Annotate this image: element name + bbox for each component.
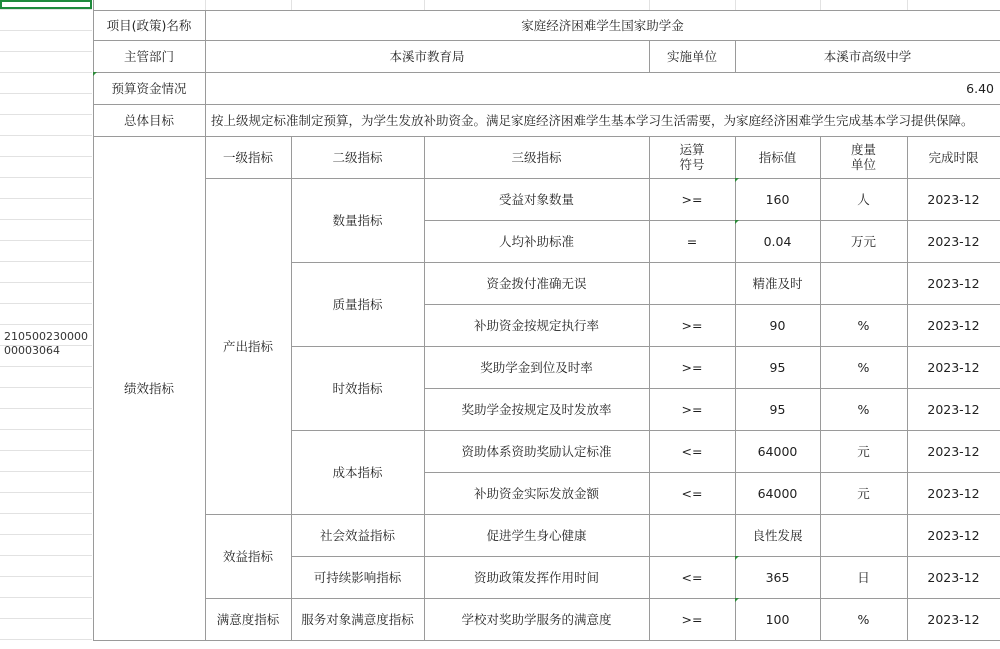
unit-cell[interactable] [820,514,907,556]
level3-name[interactable]: 资金拨付准确无误 [486,275,587,291]
operator-cell[interactable]: >= [681,401,703,417]
deadline-cell[interactable]: 2023-12 [927,191,980,207]
value-cell[interactable]: 精准及时 [752,275,803,291]
deadline-cell[interactable]: 2023-12 [927,611,980,627]
selected-cell-indicator [0,0,92,9]
level2-service[interactable]: 服务对象满意度指标 [301,611,414,627]
level3-name[interactable]: 受益对象数量 [498,191,574,207]
col-unit[interactable]: 度量 单位 [850,142,876,172]
cell-comment-mark [735,178,739,182]
level3-name[interactable]: 人均补助标准 [498,233,574,249]
budget-value[interactable]: 6.40 [966,80,994,96]
unit-cell[interactable]: % [857,401,870,417]
value-cell[interactable]: 95 [769,359,786,375]
level2-social[interactable]: 社会效益指标 [319,527,395,543]
value-cell[interactable]: 0.04 [763,233,792,249]
level3-name[interactable]: 资助政策发挥作用时间 [473,569,599,585]
level1-output[interactable]: 产出指标 [222,338,273,354]
goal-value[interactable]: 按上级规定标准制定预算，为学生发放补助资金。满足家庭经济困难学生基本学习生活需要，为家庭经济困难学生完成基本学习提供保障。 [211,112,974,128]
cell-comment-mark [735,220,739,224]
deadline-cell[interactable]: 2023-12 [927,569,980,585]
level2-quantity[interactable]: 数量指标 [332,212,383,228]
cell-comment-mark [735,556,739,560]
unit-cell[interactable]: % [857,359,870,375]
value-cell[interactable]: 64000 [757,443,798,459]
operator-cell[interactable]: = [686,233,698,249]
level1-satisfaction[interactable]: 满意度指标 [216,611,280,627]
deadline-cell[interactable]: 2023-12 [927,317,980,333]
unit-cell[interactable]: 人 [857,191,870,207]
unit-cell[interactable]: 元 [857,485,870,501]
value-cell[interactable]: 90 [769,317,786,333]
value-cell[interactable]: 64000 [757,485,798,501]
perf-indicator-label[interactable]: 绩效指标 [123,380,174,396]
value-cell[interactable]: 95 [769,401,786,417]
cell-comment-mark [93,72,97,76]
unit-cell[interactable] [820,262,907,304]
operator-cell[interactable]: <= [681,485,703,501]
deadline-cell[interactable]: 2023-12 [927,443,980,459]
level3-name[interactable]: 学校对奖助学服务的满意度 [461,611,612,627]
value-cell[interactable]: 365 [765,569,790,585]
level2-quality[interactable]: 质量指标 [332,296,383,312]
operator-cell[interactable]: >= [681,317,703,333]
col-operator[interactable]: 运算 符号 [679,142,705,172]
project-name-value[interactable]: 家庭经济困难学生国家助学金 [521,17,684,33]
level2-cost[interactable]: 成本指标 [332,464,383,480]
col-level2[interactable]: 二级指标 [332,149,383,165]
level1-benefit[interactable]: 效益指标 [222,548,273,564]
cell-comment-mark [735,598,739,602]
unit-cell[interactable]: % [857,317,870,333]
level3-name[interactable]: 奖助学金按规定及时发放率 [461,401,612,417]
dept-value[interactable]: 本溪市教育局 [389,48,465,64]
unit-cell[interactable]: % [857,611,870,627]
operator-cell[interactable]: >= [681,611,703,627]
level3-name[interactable]: 资助体系资助奖励认定标准 [461,443,612,459]
row-id-cell[interactable]: 21050023000000003064 [4,330,88,357]
level3-name[interactable]: 促进学生身心健康 [486,527,587,543]
deadline-cell[interactable]: 2023-12 [927,485,980,501]
value-cell[interactable]: 良性发展 [752,527,803,543]
level3-name[interactable]: 奖助学金到位及时率 [480,359,593,375]
operator-cell[interactable]: <= [681,443,703,459]
value-cell[interactable]: 100 [765,611,790,627]
goal-label[interactable]: 总体目标 [123,112,174,128]
budget-label[interactable]: 预算资金情况 [111,80,187,96]
level2-sustainable[interactable]: 可持续影响指标 [313,569,402,585]
level3-name[interactable]: 补助资金按规定执行率 [473,317,599,333]
col-level1[interactable]: 一级指标 [222,149,273,165]
dept-label[interactable]: 主管部门 [123,48,174,64]
operator-cell[interactable]: >= [681,359,703,375]
deadline-cell[interactable]: 2023-12 [927,275,980,291]
operator-cell[interactable] [649,514,735,556]
unit-cell[interactable]: 元 [857,443,870,459]
col-deadline[interactable]: 完成时限 [928,149,979,165]
value-cell[interactable]: 160 [765,191,790,207]
operator-cell[interactable]: >= [681,191,703,207]
deadline-cell[interactable]: 2023-12 [927,527,980,543]
col-level3[interactable]: 三级指标 [511,149,562,165]
operator-cell[interactable]: <= [681,569,703,585]
deadline-cell[interactable]: 2023-12 [927,233,980,249]
level2-timeliness[interactable]: 时效指标 [332,380,383,396]
impl-unit-value[interactable]: 本溪市高级中学 [823,48,912,64]
deadline-cell[interactable]: 2023-12 [927,401,980,417]
impl-unit-label[interactable]: 实施单位 [666,48,717,64]
operator-cell[interactable] [649,262,735,304]
level3-name[interactable]: 补助资金实际发放金额 [473,485,599,501]
col-value[interactable]: 指标值 [758,149,797,165]
unit-cell[interactable]: 日 [857,569,870,585]
unit-cell[interactable]: 万元 [850,233,876,249]
deadline-cell[interactable]: 2023-12 [927,359,980,375]
project-name-label[interactable]: 项目(政策)名称 [106,17,192,33]
